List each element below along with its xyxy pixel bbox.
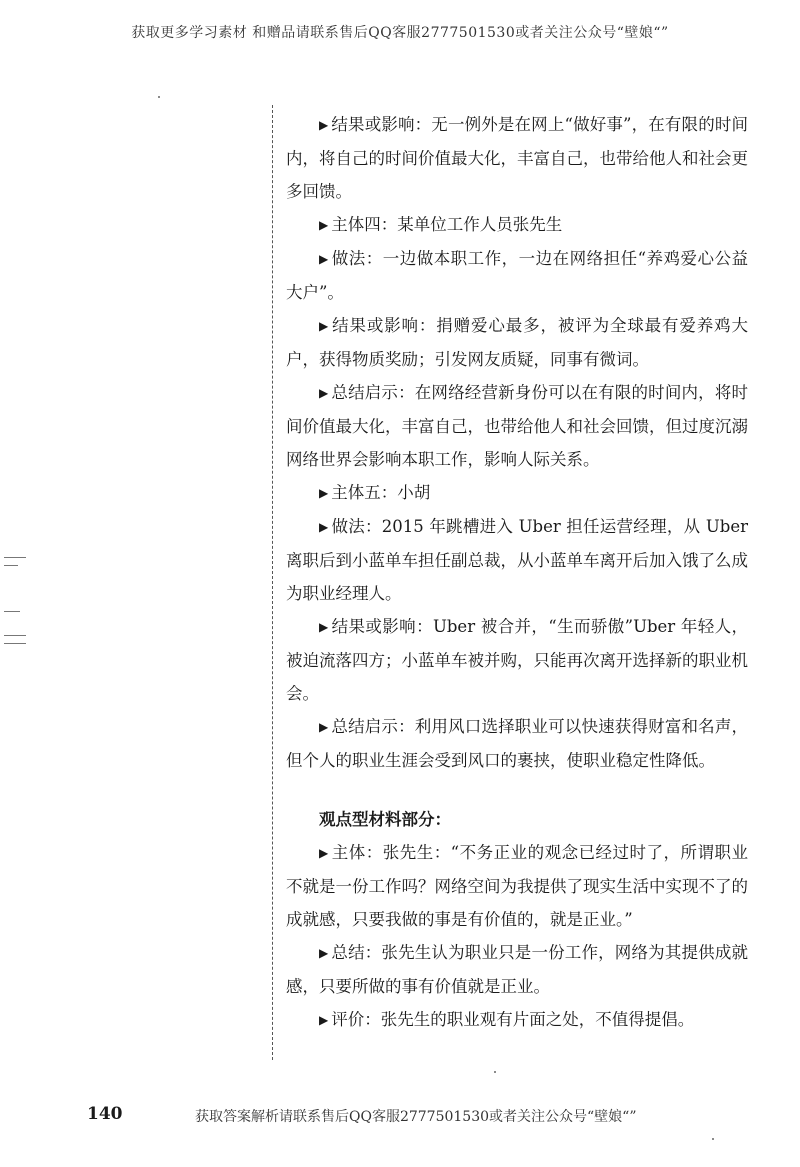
paragraph bbox=[286, 242, 748, 309]
paragraph bbox=[286, 610, 748, 710]
bullet-triangle-icon: ▶ bbox=[319, 386, 329, 400]
paragraph-text: 总结启示：在网络经营新身份可以在有限的时间内，将时间价值最大化，丰富自己，也带给他人和社会回馈，但过度沉溺网络世界会影响本职工作，影响人际关系。 bbox=[286, 383, 749, 469]
bullet-triangle-icon: ▶ bbox=[319, 118, 329, 132]
page-number: 140 bbox=[87, 1104, 123, 1124]
scan-speck bbox=[712, 1138, 714, 1140]
body-text bbox=[286, 108, 748, 1037]
bullet-triangle-icon: ▶ bbox=[319, 620, 329, 634]
paragraph bbox=[286, 108, 748, 208]
paragraph-text: 做法：一边做本职工作，一边在网络担任“养鸡爱心公益大户”。 bbox=[286, 249, 749, 302]
paragraph-text: 评价：张先生的职业观有片面之处，不值得提倡。 bbox=[331, 1010, 695, 1029]
bullet-triangle-icon: ▶ bbox=[319, 252, 329, 266]
paragraph-text: 主体：张先生：“不务正业的观念已经过时了，所谓职业不就是一份工作吗？网络空间为我提供了现实生活中实现不了的成就感，只要我做的事是有价值的，就是正业。” bbox=[286, 843, 749, 929]
paragraph-text: 总结启示：利用风口选择职业可以快速获得财富和名声，但个人的职业生涯会受到风口的裹挟，使职业稳定性降低。 bbox=[286, 717, 749, 770]
paragraph bbox=[286, 309, 748, 376]
bullet-triangle-icon: ▶ bbox=[319, 520, 329, 534]
bullet-triangle-icon: ▶ bbox=[319, 319, 330, 333]
page-edge-marks bbox=[4, 545, 30, 655]
paragraph bbox=[286, 208, 748, 242]
bullet-triangle-icon: ▶ bbox=[319, 846, 329, 860]
paragraph-text: 主体四：某单位工作人员张先生 bbox=[331, 215, 563, 234]
paragraph-text: 总结：张先生认为职业只是一份工作，网络为其提供成就感，只要所做的事有价值就是正业。 bbox=[286, 943, 749, 996]
binding-line bbox=[272, 105, 273, 1060]
paragraph-text: 结果或影响：捐赠爱心最多，被评为全球最有爱养鸡大户，获得物质奖励；引发网友质疑，同事有微词。 bbox=[286, 316, 748, 369]
paragraph-text: 做法：2015 年跳槽进入 Uber 担任运营经理，从 Uber 离职后到小蓝单车担任副总裁，从小蓝单车离开后加入饿了么成为职业经理人。 bbox=[286, 517, 748, 603]
footer-watermark-note: 获取答案解析请联系售后QQ客服2777501530或者关注公众号“壁娘“” bbox=[195, 1109, 637, 1125]
section-heading: 观点型材料部分： bbox=[319, 810, 451, 829]
bullet-triangle-icon: ▶ bbox=[319, 1013, 329, 1027]
bullet-triangle-icon: ▶ bbox=[319, 486, 329, 500]
header-watermark-note: 获取更多学习素材 和赠品请联系售后QQ客服2777501530或者关注公众号“壁娘“” bbox=[131, 25, 669, 41]
paragraph-text: 结果或影响：无一例外是在网上“做好事”，在有限的时间内，将自己的时间价值最大化，丰富自己，也带给他人和社会更多回馈。 bbox=[286, 115, 749, 201]
bullet-triangle-icon: ▶ bbox=[319, 720, 329, 734]
scan-speck bbox=[494, 1071, 496, 1073]
paragraph-text: 结果或影响：Uber 被合并，“生而骄傲”Uber 年轻人，被迫流落四方；小蓝单车被并购，只能再次离开选择新的职业机会。 bbox=[286, 617, 748, 703]
paragraph bbox=[286, 836, 748, 936]
paragraph bbox=[286, 510, 748, 610]
bullet-triangle-icon: ▶ bbox=[319, 946, 329, 960]
scan-speck bbox=[158, 96, 160, 98]
paragraph-text: 主体五：小胡 bbox=[331, 483, 431, 502]
section-spacer bbox=[286, 777, 748, 803]
paragraph bbox=[286, 710, 748, 777]
paragraph bbox=[286, 1003, 748, 1037]
paragraph bbox=[286, 376, 748, 476]
paragraph bbox=[286, 476, 748, 510]
paragraph bbox=[286, 936, 748, 1003]
bullet-triangle-icon: ▶ bbox=[319, 218, 329, 232]
